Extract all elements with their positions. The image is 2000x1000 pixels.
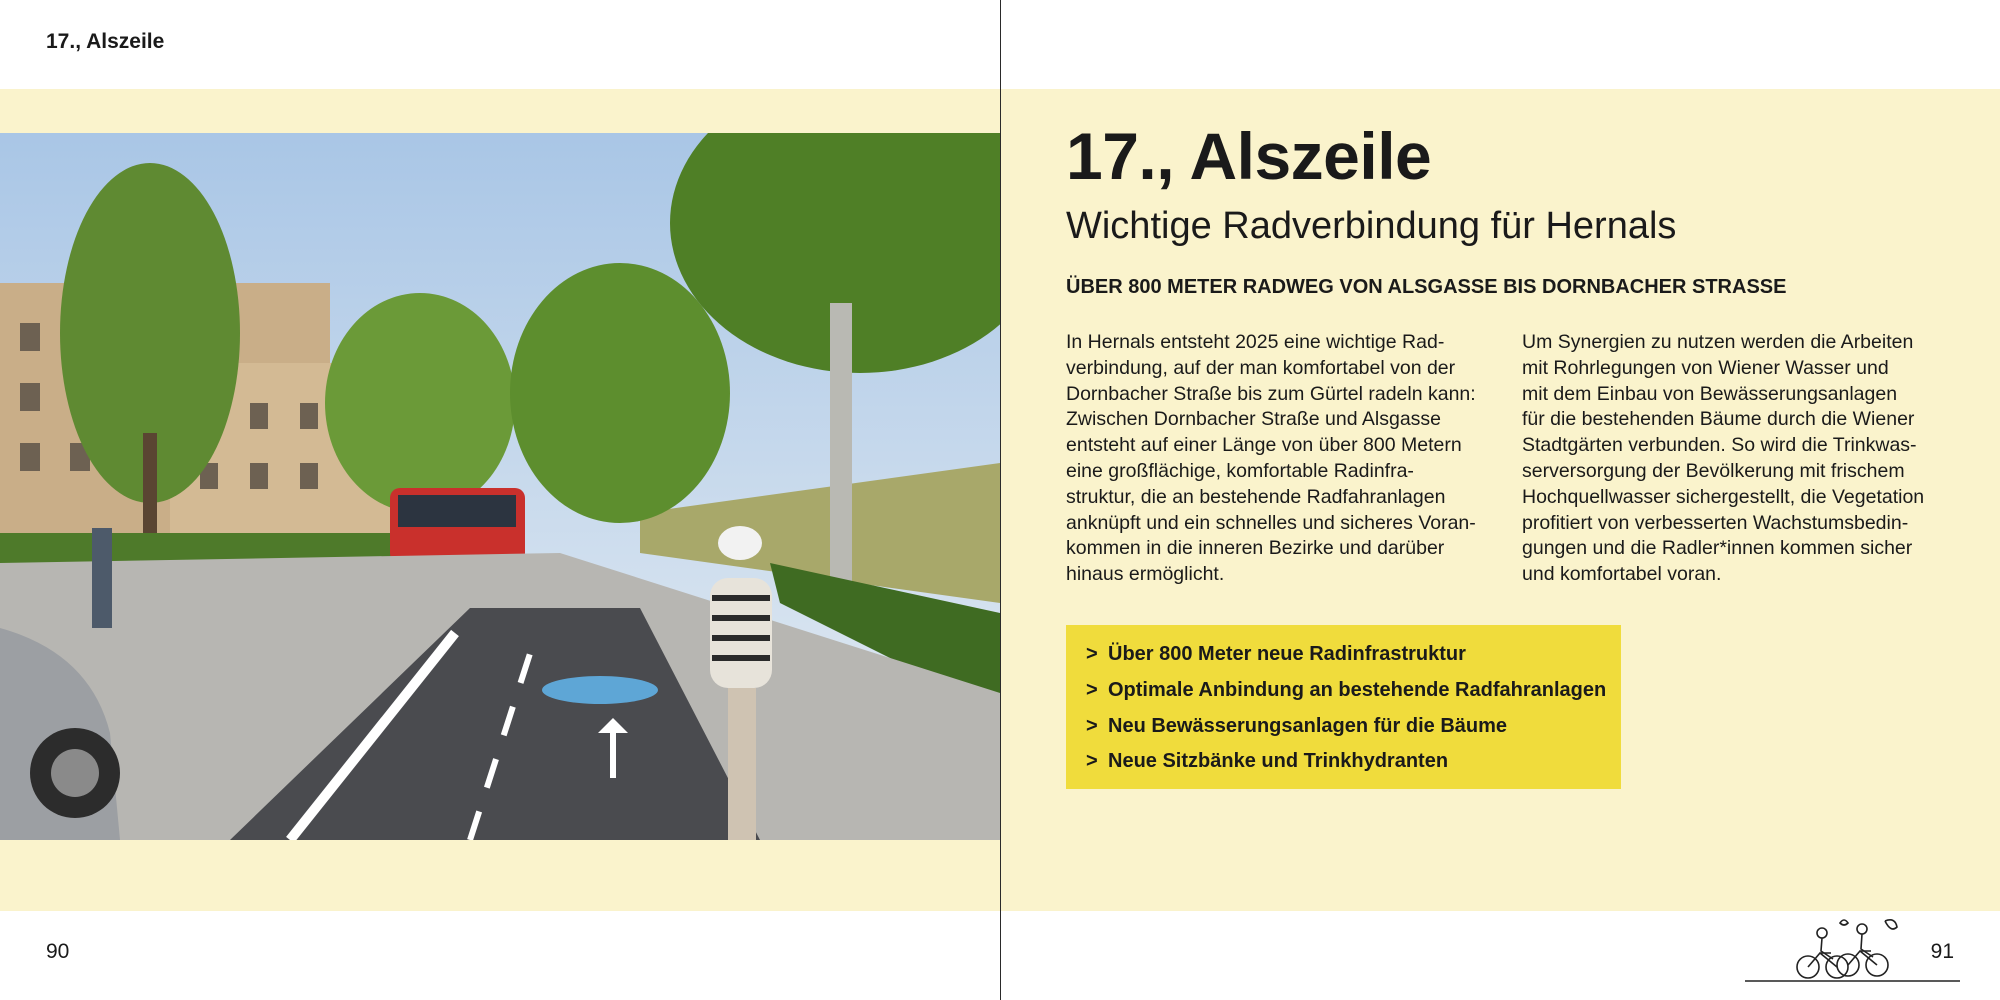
page-subtitle: Wichtige Radverbindung für Hernals — [1066, 205, 1677, 247]
highlights-box — [1066, 625, 1621, 789]
highlight-item: > Neue Sitzbänke und Trinkhydranten — [1086, 744, 1621, 780]
text-line: und komfortabel voran. — [1522, 563, 1722, 586]
text-line: Um Synergien zu nutzen werden die Arbeiten — [1522, 331, 1914, 353]
text-line: gungen und die Radler*innen kommen sicher — [1522, 537, 1913, 560]
highlight-item: > Neu Bewässerungsanlagen für die Bäume — [1086, 709, 1621, 745]
chevron-marker-icon: > — [1086, 678, 1098, 701]
text-line: mit Rohrlegungen von Wiener Wasser und — [1522, 356, 1889, 379]
tree — [325, 293, 515, 513]
section-kicker: ÜBER 800 METER RADWEG VON ALSGASSE BIS DORNBACHER STRASSE — [1066, 276, 1787, 298]
text-line: Hochquellwasser sichergestellt, die Vegetation — [1522, 485, 1925, 508]
text-line: profitiert von verbesserten Wachstumsbedin- — [1522, 511, 1909, 534]
text-line: entsteht auf einer Länge von über 800 Metern — [1066, 434, 1462, 457]
tree — [510, 263, 730, 523]
text-line: verbindung, auf der man komfortabel von der — [1066, 356, 1456, 379]
text-line: Stadtgärten verbunden. So wird die Trinkwas- — [1522, 434, 1917, 457]
body-column-1 — [1066, 330, 1496, 588]
text-line: mit dem Einbau von Bewässerungsanlagen — [1522, 382, 1898, 405]
text-line: eine großflächige, komfortable Radinfra- — [1066, 459, 1414, 482]
text-line: für die bestehenden Bäume durch die Wiener — [1522, 408, 1915, 431]
page-title: 17., Alszeile — [1066, 119, 1432, 193]
chevron-marker-icon: > — [1086, 750, 1098, 773]
text-line: Zwischen Dornbacher Straße und Alsgasse — [1066, 408, 1442, 431]
bike-lane-marking — [542, 676, 658, 704]
cycle-path-illustration — [0, 133, 1000, 840]
text-line: struktur, die an bestehende Radfahranlagen — [1066, 485, 1446, 508]
chevron-marker-icon: > — [1086, 714, 1098, 737]
cyclists-line-icon — [1745, 915, 1960, 983]
pedestrian — [92, 528, 112, 628]
text-line: kommen in die inneren Bezirke und darüber — [1066, 537, 1445, 560]
body-column-2 — [1522, 330, 1962, 588]
page-number-left: 90 — [46, 940, 70, 963]
text-line: anknüpft und ein schnelles und sicheres Voran- — [1066, 511, 1476, 534]
text-line: Dornbacher Straße bis zum Gürtel radeln kann: — [1066, 382, 1476, 405]
highlight-item: > Über 800 Meter neue Radinfrastruktur — [1086, 637, 1621, 673]
street-photo — [0, 133, 1000, 840]
highlights-list — [1066, 625, 1621, 780]
cyclist — [718, 526, 762, 560]
text-line: In Hernals entsteht 2025 eine wichtige Rad- — [1066, 331, 1445, 353]
text-line: hinaus ermöglicht. — [1066, 563, 1225, 586]
chevron-marker-icon: > — [1086, 643, 1098, 665]
text-line: serversorgung der Bevölkerung mit frischem — [1522, 459, 1905, 482]
page-spine-divider — [1000, 0, 1001, 1000]
highlight-item: > Optimale Anbindung an bestehende Radfahranlagen — [1086, 673, 1621, 709]
running-head: 17., Alszeile — [46, 30, 165, 53]
page-number-right: 91 — [1930, 940, 1954, 963]
